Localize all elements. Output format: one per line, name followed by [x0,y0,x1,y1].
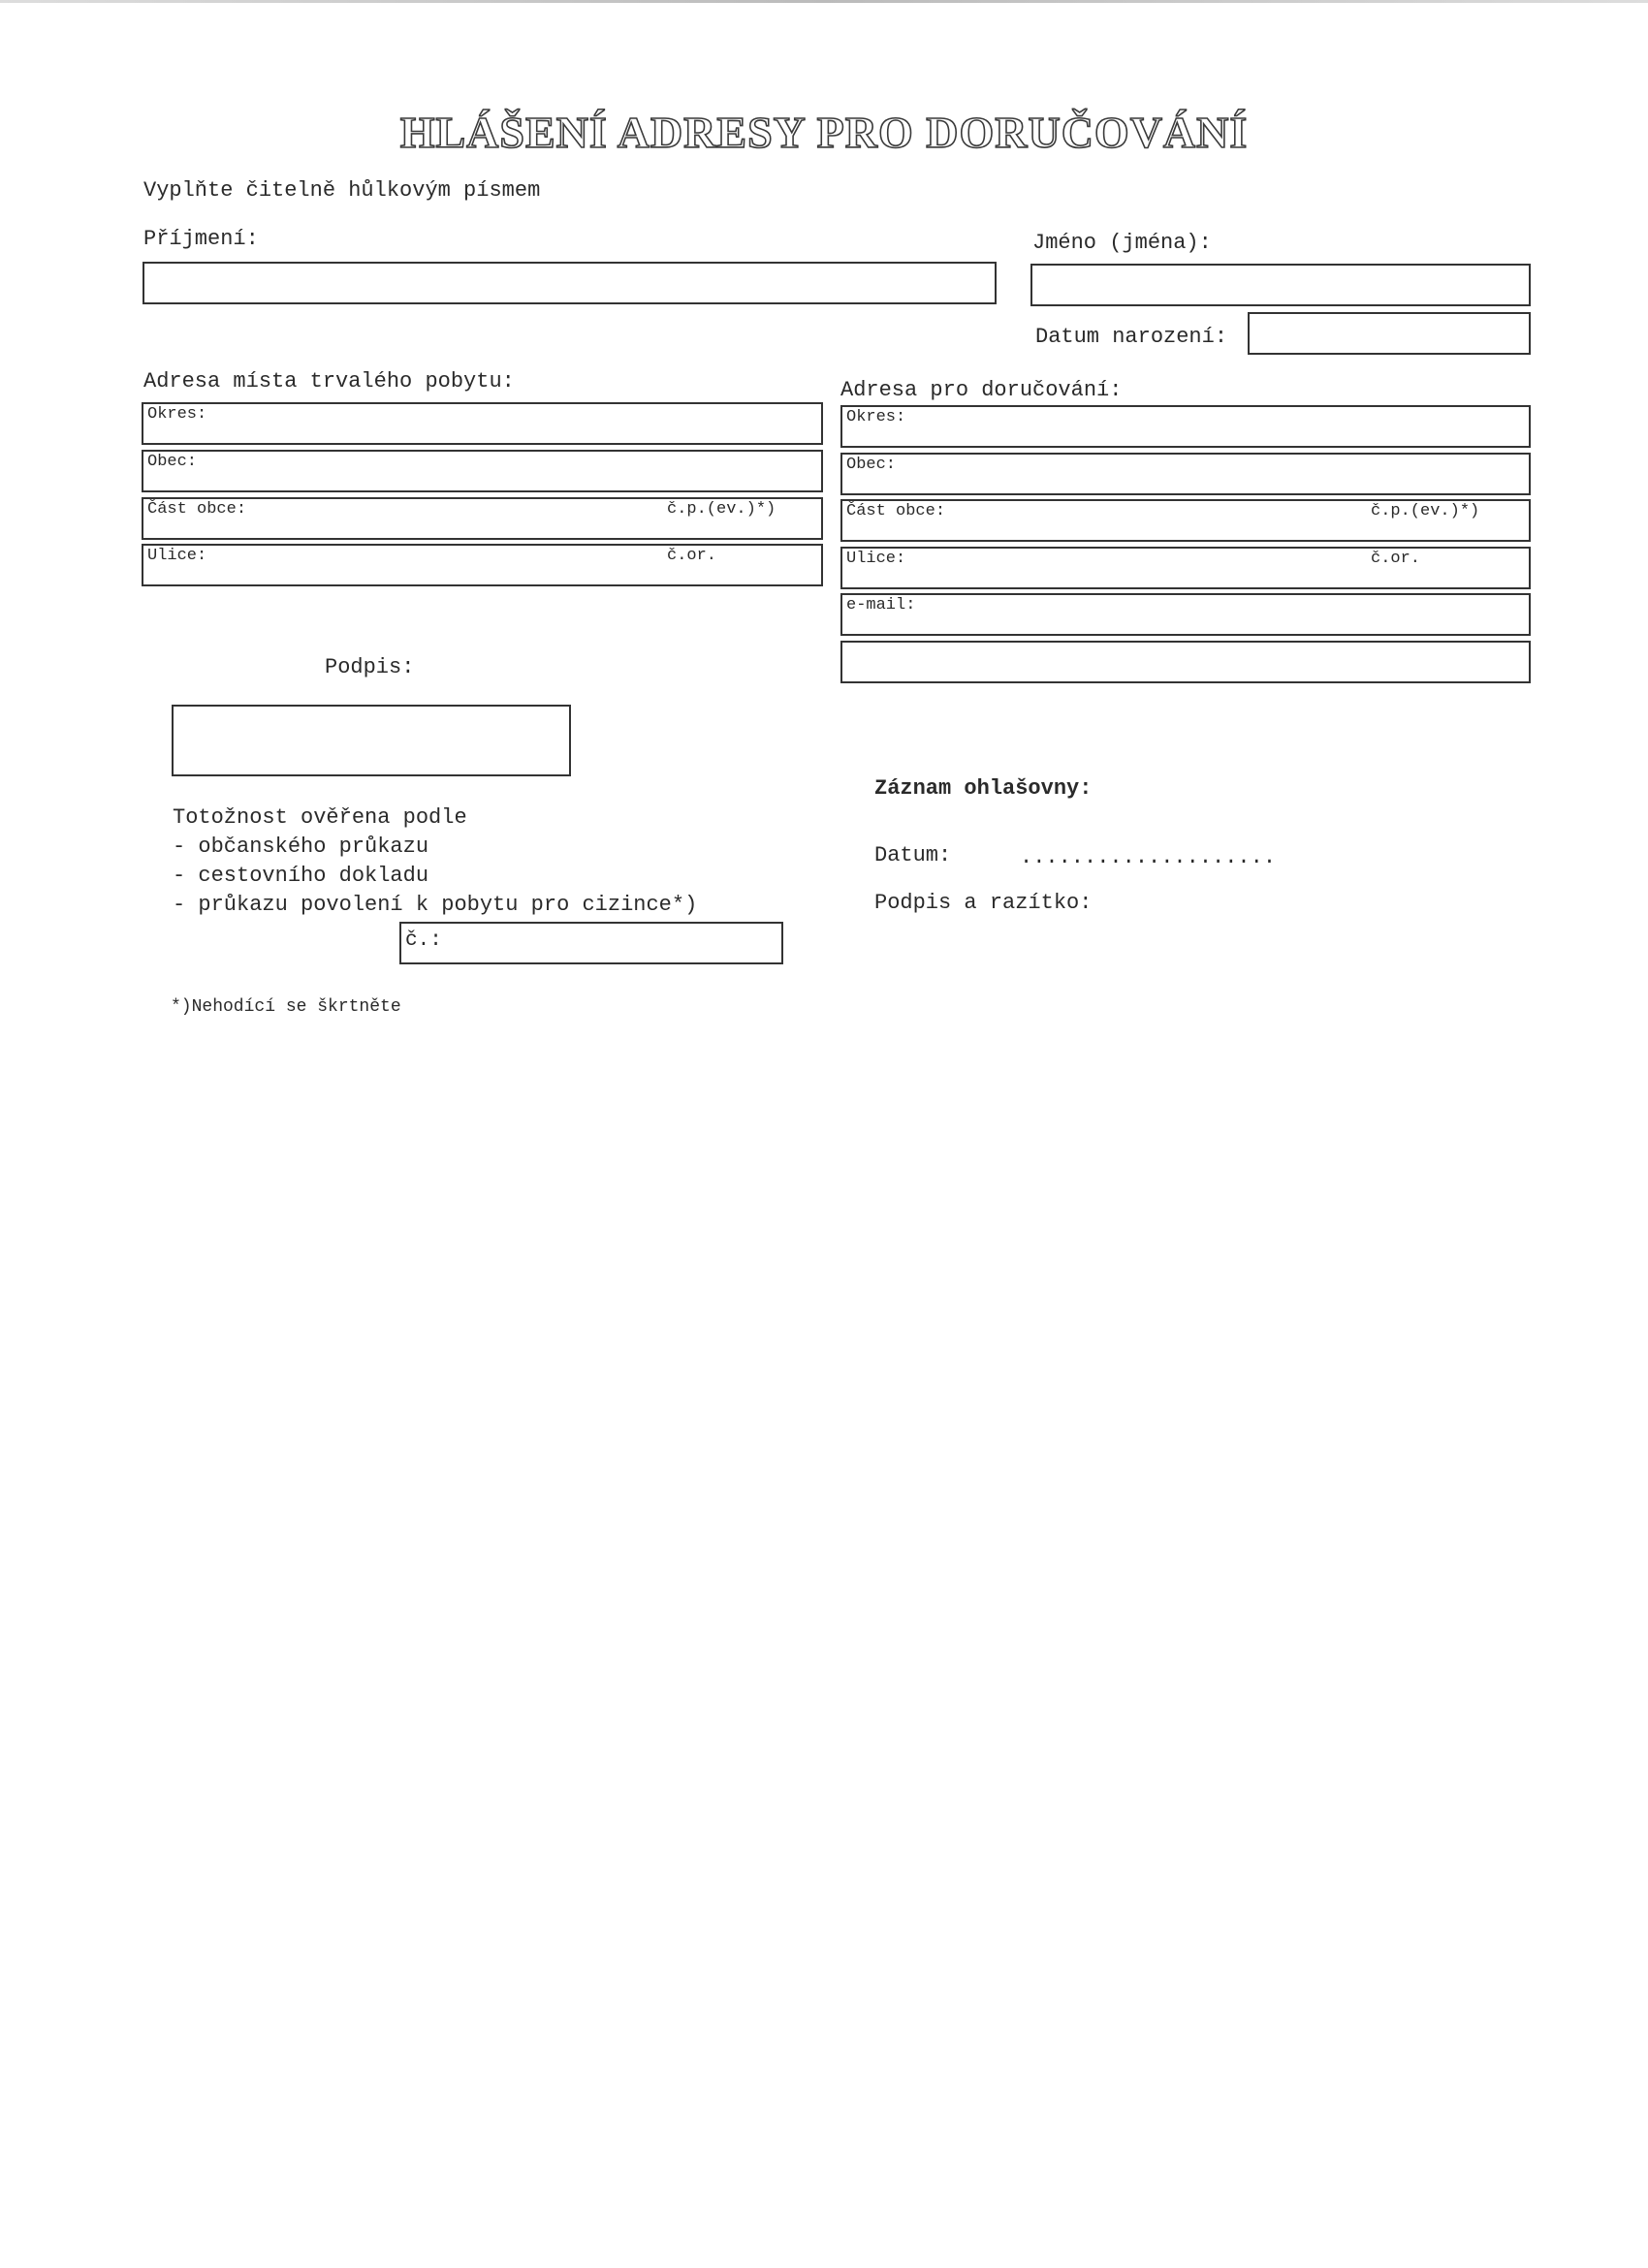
municipality-part-label: Část obce: [147,500,247,519]
permanent-municipality-part-field[interactable] [142,497,823,540]
district-label: Okres: [846,408,906,426]
instruction-text: Vyplňte čitelně hůlkovým písmem [143,178,541,203]
delivery-extra-field[interactable] [840,641,1531,683]
street-label: Ulice: [846,550,906,568]
municipality-label: Obec: [846,456,897,474]
delivery-municipality-field[interactable] [840,453,1531,495]
surname-field[interactable] [143,262,997,304]
office-date-dots: .................... [1020,845,1277,869]
office-signature-stamp-label: Podpis a razítko: [874,891,1093,915]
house-number-label: č.p.(ev.)*) [1371,502,1480,520]
permanent-municipality-field[interactable] [142,450,823,492]
surname-label: Příjmení: [143,227,259,251]
house-number-label: č.p.(ev.)*) [667,500,776,519]
office-record-heading: Záznam ohlašovny: [874,776,1093,801]
municipality-part-label: Část obce: [846,502,946,520]
permanent-district-field[interactable] [142,402,823,445]
delivery-address-heading: Adresa pro doručování: [840,378,1123,402]
delivery-municipality-part-field[interactable] [840,499,1531,542]
identity-option: - cestovního dokladu [173,864,429,888]
birthdate-label: Datum narození: [1035,325,1228,349]
firstname-label: Jméno (jména): [1032,231,1212,255]
document-number-label: č.: [405,929,442,952]
orientation-number-label: č.or. [667,547,717,565]
district-label: Okres: [147,405,207,424]
office-date-label: Datum: [874,843,952,867]
permanent-address-heading: Adresa místa trvalého pobytu: [143,369,515,394]
birthdate-field[interactable] [1248,312,1531,355]
identity-heading: Totožnost ověřena podle [173,805,467,830]
firstname-field[interactable] [1030,264,1531,306]
delivery-district-field[interactable] [840,405,1531,448]
signature-label: Podpis: [325,655,415,679]
permanent-street-field[interactable] [142,544,823,586]
identity-option: - občanského průkazu [173,835,429,859]
form-title: HLÁŠENÍ ADRESY PRO DORUČOVÁNÍ [399,108,1249,157]
delivery-street-field[interactable] [840,547,1531,589]
document-number-field[interactable] [399,922,783,964]
scan-edge [0,0,1648,3]
email-label: e-mail: [846,596,916,614]
delivery-email-field[interactable] [840,593,1531,636]
street-label: Ulice: [147,547,207,565]
signature-field[interactable] [172,705,571,776]
identity-option: - průkazu povolení k pobytu pro cizince*) [173,893,698,917]
footnote: *)Nehodící se škrtněte [171,997,401,1017]
municipality-label: Obec: [147,453,198,471]
orientation-number-label: č.or. [1371,550,1421,568]
